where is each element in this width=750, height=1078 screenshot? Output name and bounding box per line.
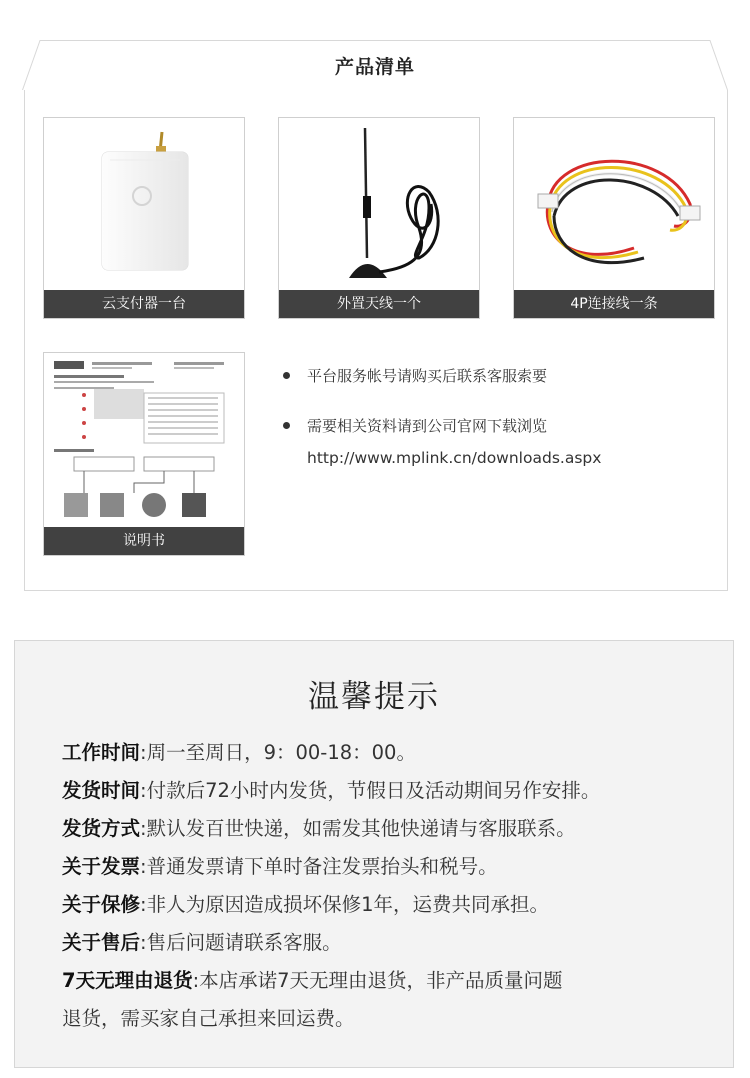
product-card-payment-device — [43, 117, 245, 319]
warm-tips-title: 温馨提示 — [308, 679, 440, 715]
tip-text: :非人为原因造成损坏保修1年，运费共同承担。 — [140, 893, 549, 916]
bullet-icon — [283, 372, 290, 379]
tip-label: 关于售后 — [62, 931, 141, 954]
cable-caption: 4P连接线一条 — [514, 290, 714, 318]
note-text: 需要相关资料请到公司官网下载浏览 — [307, 417, 548, 435]
tip-line-shipping-method — [62, 813, 576, 841]
tip-line-work-hours — [62, 737, 416, 765]
warm-tips-panel — [14, 640, 734, 1068]
manual-caption: 说明书 — [44, 527, 244, 555]
tip-text: :售后问题请联系客服。 — [140, 931, 342, 954]
antenna-caption: 外置天线一个 — [279, 290, 479, 318]
tip-label: 关于发票 — [62, 855, 141, 878]
product-list-header — [22, 40, 728, 90]
product-card-antenna — [278, 117, 480, 319]
downloads-link[interactable]: http://www.mplink.cn/downloads.aspx — [307, 449, 602, 467]
tip-text: :周一至周日，9：00-18：00。 — [140, 741, 416, 764]
tip-label: 7天无理由退货 — [62, 969, 193, 992]
product-card-cable — [513, 117, 715, 319]
tip-label: 发货方式 — [62, 817, 141, 840]
tip-text: :本店承诺7天无理由退货，非产品质量问题 — [192, 969, 563, 992]
tip-line-shipping-time — [62, 775, 600, 803]
bullet-icon — [283, 422, 290, 429]
product-list-panel — [24, 90, 728, 591]
antenna-image — [279, 118, 479, 290]
tip-line-after-sales — [62, 927, 342, 955]
product-card-manual — [43, 352, 245, 556]
tip-label: 关于保修 — [62, 893, 141, 916]
tip-line-returns — [62, 965, 563, 993]
payment-device-caption: 云支付器一台 — [44, 290, 244, 318]
product-list-title: 产品清单 — [334, 56, 415, 78]
payment-device-image — [44, 118, 244, 290]
tip-text: :付款后72小时内发货，节假日及活动期间另作安排。 — [140, 779, 601, 802]
tip-line-invoice — [62, 851, 498, 879]
tip-line-returns-cont — [62, 1003, 355, 1031]
tip-line-warranty — [62, 889, 549, 917]
manual-image — [44, 353, 244, 527]
note-text: 平台服务帐号请购买后联系客服索要 — [307, 367, 548, 385]
tip-label: 发货时间 — [62, 779, 141, 802]
tip-text: :普通发票请下单时备注发票抬头和税号。 — [140, 855, 498, 878]
cable-image — [514, 118, 714, 290]
tip-text: 退货，需买家自己承担来回运费。 — [62, 1007, 355, 1030]
tip-text: :默认发百世快递，如需发其他快递请与客服联系。 — [140, 817, 576, 840]
tip-label: 工作时间 — [62, 741, 141, 764]
